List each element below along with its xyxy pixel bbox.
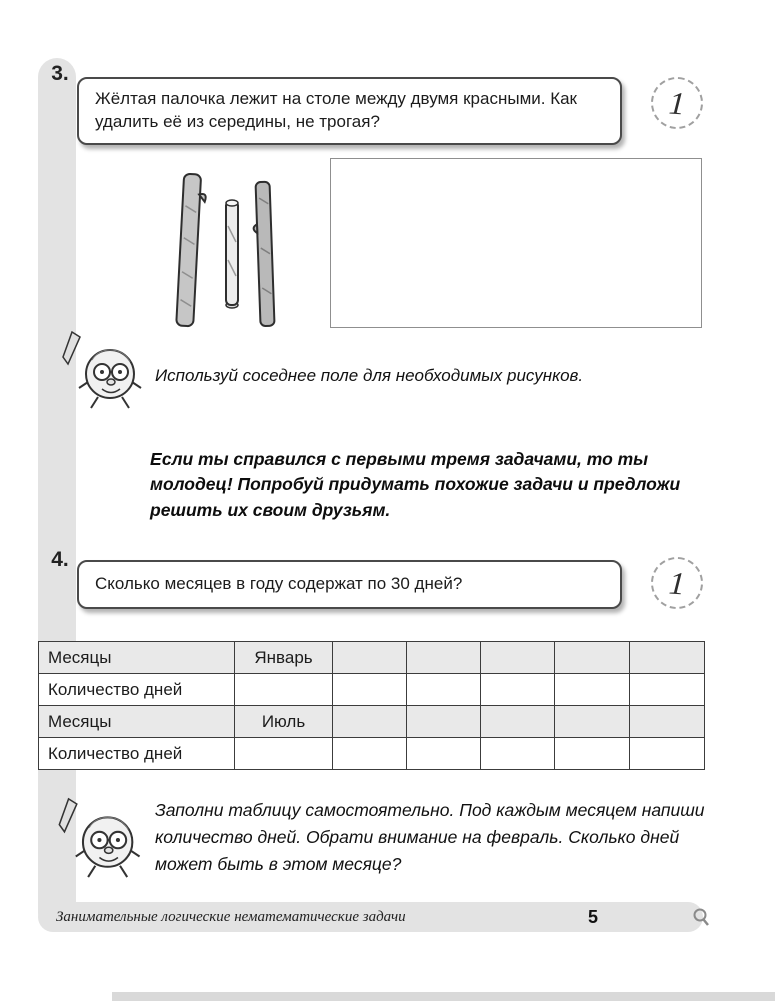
- table-row-days-1: [39, 674, 705, 706]
- row-label: Количество дней: [39, 738, 235, 770]
- task3-number: 3.: [51, 62, 69, 85]
- row-label: Месяцы: [39, 706, 235, 738]
- table-cell: [235, 674, 333, 706]
- table-cell: [235, 738, 333, 770]
- row-label: Месяцы: [39, 642, 235, 674]
- task4-number: 4.: [51, 548, 69, 571]
- task4-hint-text: Заполни таблицу самостоятельно. Под каждым месяцем напиши количество дней. Обрати внимание на февраль. Сколько дней может быть в этом месяце?: [155, 800, 705, 875]
- table-cell: [555, 706, 630, 738]
- table-cell: [630, 738, 705, 770]
- task4-points-value: 1: [667, 563, 687, 602]
- table-cell: [555, 642, 630, 674]
- task3-points-badge: [649, 75, 705, 131]
- table-cell: [333, 674, 407, 706]
- table-cell: [481, 706, 555, 738]
- magnifier-icon: [692, 907, 710, 927]
- task4-question-text: Сколько месяцев в году содержат по 30 дней?: [95, 574, 463, 593]
- table-cell: [481, 738, 555, 770]
- table-cell: [630, 706, 705, 738]
- task3-question-text: Жёлтая палочка лежит на столе между двумя красными. Как удалить её из середины, не трогая?: [95, 89, 577, 131]
- table-cell: [407, 642, 481, 674]
- table-cell: [481, 642, 555, 674]
- table-cell: Июль: [235, 706, 333, 738]
- table-cell: [630, 642, 705, 674]
- table-cell: [555, 674, 630, 706]
- task3-hint-text: Используй соседнее поле для необходимых рисунков.: [155, 366, 584, 385]
- drawing-area-box: [330, 158, 702, 328]
- table-cell: [630, 674, 705, 706]
- task4-points-badge: [649, 555, 705, 611]
- mascot-gnome-icon: [48, 795, 156, 883]
- months-table-wrap: [38, 641, 704, 770]
- table-cell: [407, 674, 481, 706]
- table-cell: [481, 674, 555, 706]
- table-cell: [555, 738, 630, 770]
- table-cell: [407, 706, 481, 738]
- table-cell: Январь: [235, 642, 333, 674]
- footer-book-title: Занимательные логические нематематические задачи: [56, 909, 406, 925]
- task3-question-bubble: [77, 77, 622, 145]
- task3-points-value: 1: [667, 83, 687, 122]
- table-cell: [333, 642, 407, 674]
- page-edge-shadow: [112, 992, 775, 1001]
- sticks-illustration-icon: [158, 168, 318, 336]
- table-cell: [407, 738, 481, 770]
- task4-question-bubble: [77, 560, 622, 609]
- interlude-text: Если ты справился с первыми тремя задачами, то ты молодец! Попробуй придумать похожие задачи и предложи решить их своим друзьям.: [150, 449, 681, 520]
- months-table: [38, 641, 705, 770]
- table-cell: [333, 706, 407, 738]
- mascot-gnome-icon: [52, 330, 157, 412]
- table-row-days-2: [39, 738, 705, 770]
- table-row-months-1: [39, 642, 705, 674]
- table-cell: [333, 738, 407, 770]
- table-row-months-2: [39, 706, 705, 738]
- row-label: Количество дней: [39, 674, 235, 706]
- page-number: 5: [587, 907, 598, 927]
